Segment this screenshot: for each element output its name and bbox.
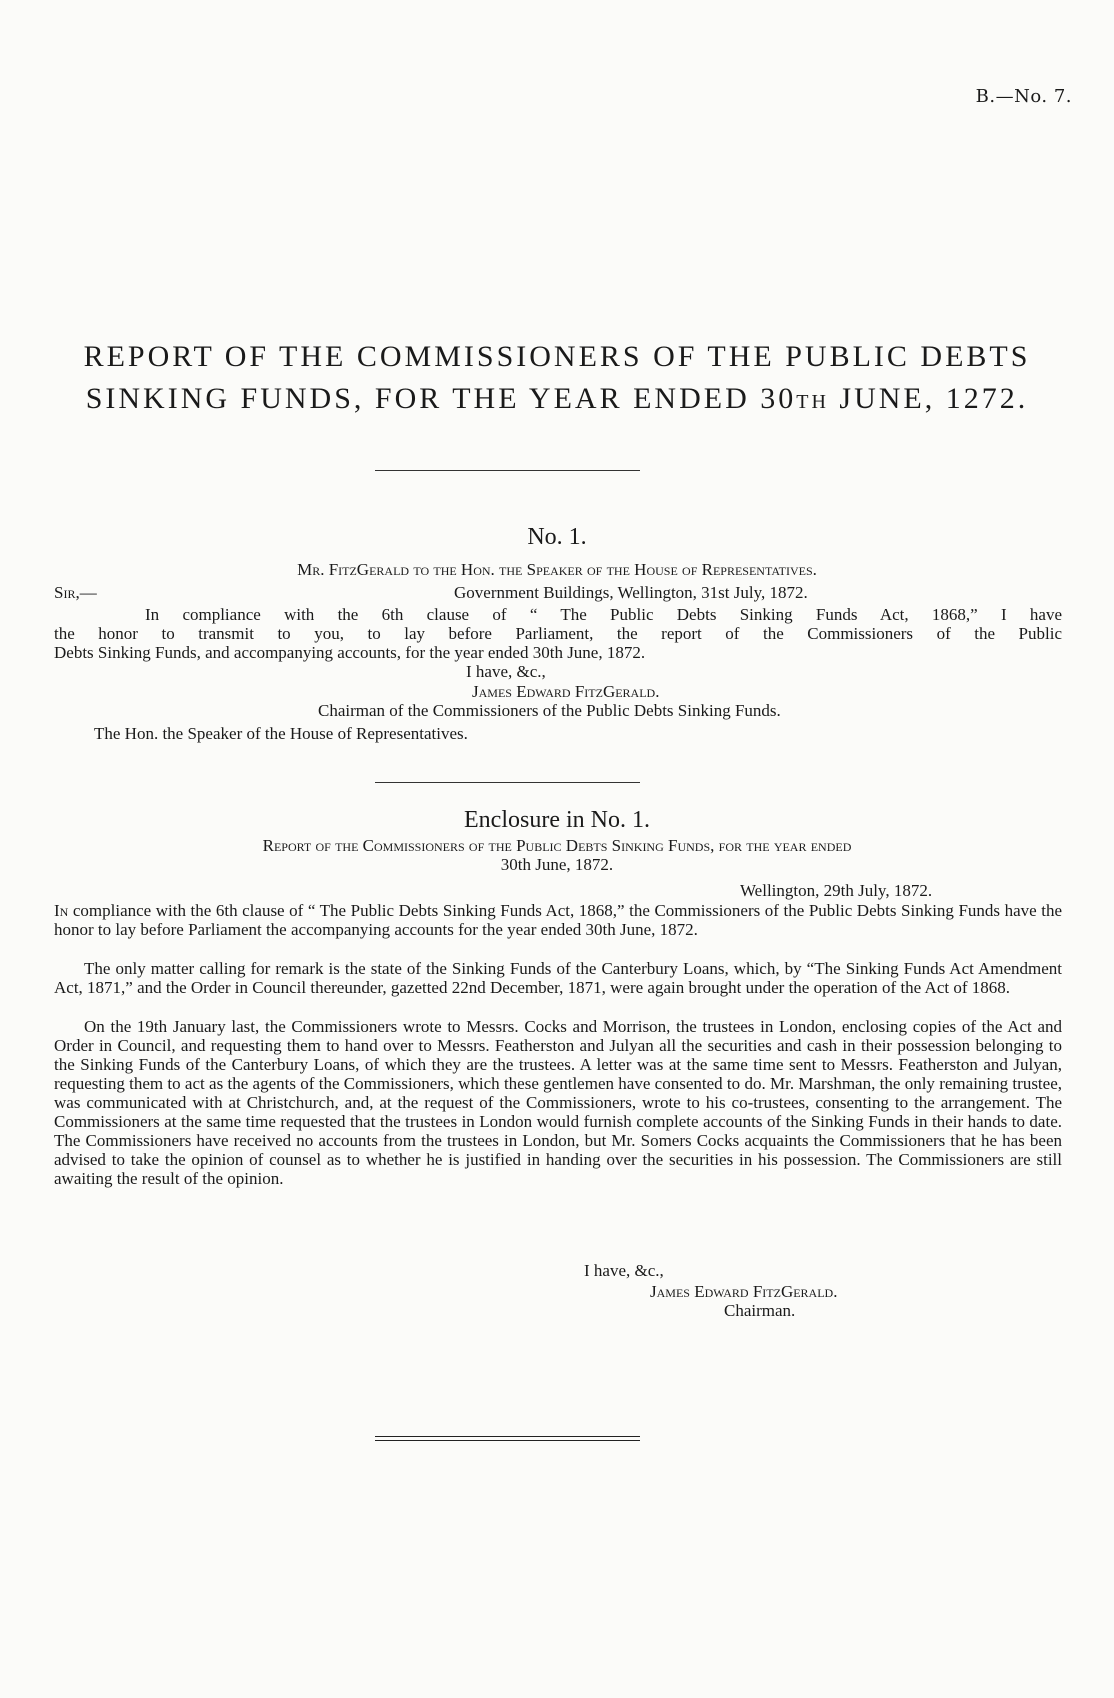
report-title [30,336,1084,423]
closing-double-rule [375,1436,640,1441]
enclosure-signature-title: Chairman. [724,1301,796,1320]
letter-body-line-1: In compliance with the 6th clause of “ The Public Debts Sinking Funds Act, 1868,” I have [145,605,1062,624]
letter-closing: I have, &c., [466,662,546,681]
letter-from-to: Mr. FitzGerald to the Hon. the Speaker of the House of Representatives. [297,560,817,579]
letter-addressee: The Hon. the Speaker of the House of Representatives. [94,724,468,743]
letter-body-line-2: the honor to transmit to you, to lay before Parliament, the report of the Commissioners of the Public [54,624,1062,643]
title-line-1: REPORT OF THE COMMISSIONERS OF THE PUBLIC DEBTS [83,340,1031,373]
enclosure-paragraph-1: In compliance with the 6th clause of “ The Public Debts Sinking Funds Act, 1868,” the Commissioners of the Public Debts Sinking Funds have the honor to lay before Parliament the accompanying accounts for the year ended 30th June, 1872. [54,901,1062,939]
enclosure-heading: Enclosure in No. 1. [464,807,650,833]
title-line-2: SINKING FUNDS, FOR THE YEAR ENDED 30TH JUNE, 1272. [85,382,1029,415]
enclosure-paragraph-3: On the 19th January last, the Commissioners wrote to Messrs. Cocks and Morrison, the trustees in London, enclosing copies of the Act and Order in Council, and requesting them to hand over to Messrs. Featherston and Julyan all the securities and cash in their possession belonging to the Sinking Funds of the Canterbury Loans, of which they are the trustees. A letter was at the same time sent to Messrs. Featherston and Julyan, requesting them to act as the agents of the Commissioners, which these gentlemen have consented to do. Mr. Marshman, the only remaining trustee, was communicated with at Christchurch, and, at the request of the Commissioners, wrote to his co-trustees, consenting to the arrangement. The Commissioners at the same time requested that the trustees in London would furnish complete accounts of the Sinking Funds in their hands to date. The Commissioners have received no accounts from the trustees in London, but Mr. Somers Cocks acquaints the Commissioners that he has been advised to take the opinion of counsel as to whether he is justified in handing over the securities in his possession. The Commissioners are still awaiting the result of the opinion. [54,1017,1062,1188]
letter-body-line-3: Debts Sinking Funds, and accompanying accounts, for the year ended 30th June, 1872. [54,643,646,662]
enclosure-signature: James Edward FitzGerald. [650,1282,838,1301]
enclosure-closing: I have, &c., [584,1261,664,1280]
letter-signature-title: Chairman of the Commissioners of the Public Debts Sinking Funds. [318,701,781,720]
page-reference: B.—No. 7. [975,86,1072,107]
divider [375,782,640,783]
letter-heading: No. 1. [527,524,587,550]
enclosure-place-date: Wellington, 29th July, 1872. [740,881,933,900]
enclosure-paragraph-2: The only matter calling for remark is the state of the Sinking Funds of the Canterbury Loans, which, by “The Sinking Funds Act Amendment Act, 1871,” and the Order in Council thereunder, gazetted 22nd December, 1871, were again brought under the operation of the Act of 1868. [54,959,1062,997]
salutation: Sir,— [54,583,97,602]
letter-signature: James Edward FitzGerald. [472,682,660,701]
enclosure-subtitle-line-1: Report of the Commissioners of the Public Debts Sinking Funds, for the year ended [262,836,852,855]
letter-address-date: Government Buildings, Wellington, 31st July, 1872. [454,583,808,602]
enclosure-subtitle-line-2: 30th June, 1872. [500,855,614,874]
divider [375,470,640,471]
